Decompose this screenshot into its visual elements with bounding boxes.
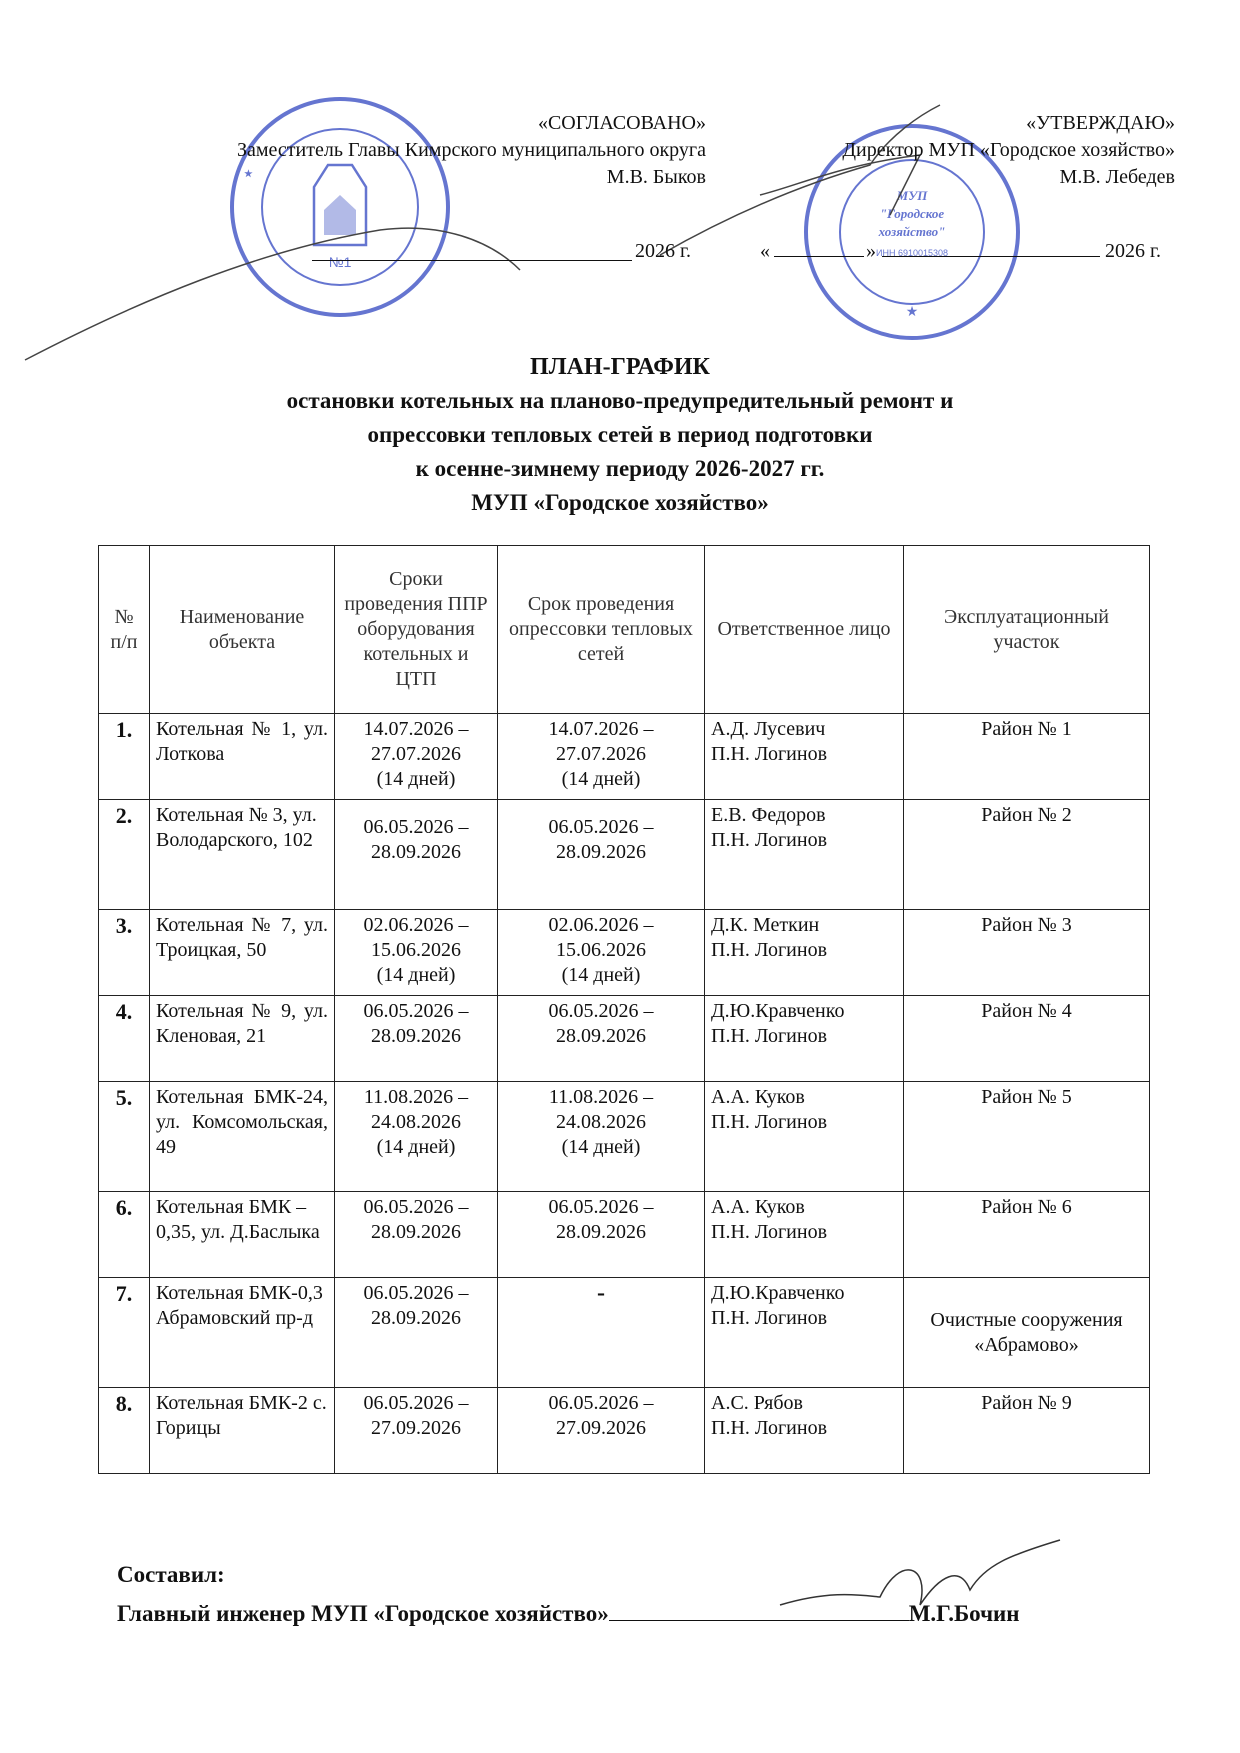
ppr-dates-text: 06.05.2026 – 28.09.2026	[363, 1196, 469, 1243]
ppr-days-text: (14 дней)	[376, 964, 456, 986]
row-num: 4.	[99, 996, 150, 1082]
row-ppr-dates	[335, 1082, 498, 1192]
press-dates-text: 06.05.2026 – 27.09.2026	[548, 1392, 654, 1439]
row-ppr-dates	[335, 800, 498, 910]
header-responsible: Ответственное лицо	[705, 546, 904, 714]
left-approval-name: М.В. Быков	[606, 166, 706, 188]
row-ppr-dates	[335, 714, 498, 800]
row-object: Котельная № 7, ул. Троицкая, 50	[150, 910, 335, 996]
responsible-person-1: Д.К. Меткин	[711, 914, 820, 936]
responsible-person-2: П.Н. Логинов	[711, 1221, 828, 1243]
right-approval-position: Директор МУП «Городское хозяйство»	[842, 139, 1175, 161]
row-responsible	[705, 714, 904, 800]
right-approval-date-year: 2026 г.	[1105, 240, 1161, 262]
title-line-5: МУП «Городское хозяйство»	[471, 490, 769, 515]
row-responsible	[705, 1082, 904, 1192]
responsible-person-2: П.Н. Логинов	[711, 1111, 828, 1133]
header-ppr: Сроки проведения ППР оборудования котельных и ЦТП	[335, 546, 498, 714]
row-area: Район № 6	[904, 1192, 1150, 1278]
left-approval-position: Заместитель Главы Кимрского муниципального округа	[236, 139, 706, 161]
press-days-text: (14 дней)	[561, 1136, 641, 1158]
compiler-name: М.Г.Бочин	[908, 1601, 1020, 1626]
compiler-signature	[770, 1535, 1070, 1635]
title-line-4: к осенне-зимнему периоду 2026-2027 гг.	[415, 456, 825, 481]
row-num: 1.	[99, 714, 150, 800]
title-line-3: опрессовки тепловых сетей в период подготовки	[367, 422, 873, 447]
svg-text:"Городское: "Городское	[879, 206, 945, 221]
press-dates-text: 14.07.2026 – 27.07.2026	[548, 718, 654, 765]
row-num: 7.	[99, 1278, 150, 1388]
right-approval-name: М.В. Лебедев	[1059, 166, 1175, 188]
row-area: Район № 2	[904, 800, 1150, 910]
row-pressure-dates	[498, 714, 705, 800]
row-object: Котельная БМК-0,3 Абрамовский пр-д	[150, 1278, 335, 1388]
press-dates-text: 06.05.2026 – 28.09.2026	[548, 816, 654, 863]
table-row	[99, 910, 1150, 996]
schedule-table	[98, 545, 1150, 1474]
right-approval-quote-close: »	[866, 240, 876, 262]
responsible-person-2: П.Н. Логинов	[711, 1417, 828, 1439]
responsible-person-2: П.Н. Логинов	[711, 829, 828, 851]
row-pressure-dates	[498, 1278, 705, 1388]
row-num: 2.	[99, 800, 150, 910]
row-num: 6.	[99, 1192, 150, 1278]
ppr-dates-text: 06.05.2026 – 28.09.2026	[363, 1282, 469, 1329]
press-dates-text: 06.05.2026 – 28.09.2026	[548, 1000, 654, 1047]
right-approval-day-line	[774, 256, 864, 257]
row-ppr-dates	[335, 1192, 498, 1278]
ppr-dates-text: 06.05.2026 – 28.09.2026	[363, 816, 469, 863]
svg-text:хозяйство": хозяйство"	[878, 224, 946, 239]
ppr-dates-text: 06.05.2026 – 28.09.2026	[363, 1000, 469, 1047]
responsible-person-2: П.Н. Логинов	[711, 1025, 828, 1047]
header-pressure: Срок проведения опрессовки тепловых сетей	[498, 546, 705, 714]
responsible-person-1: А.А. Куков	[711, 1196, 805, 1218]
right-approval-heading: «УТВЕРЖДАЮ»	[1026, 112, 1175, 134]
row-pressure-dates	[498, 800, 705, 910]
table-row	[99, 1388, 1150, 1474]
row-num: 3.	[99, 910, 150, 996]
row-object: Котельная БМК – 0,35, ул. Д.Баслыка	[150, 1192, 335, 1278]
row-pressure-dates	[498, 1192, 705, 1278]
table-row	[99, 1278, 1150, 1388]
row-ppr-dates	[335, 910, 498, 996]
ppr-days-text: (14 дней)	[376, 768, 456, 790]
ppr-dates-text: 06.05.2026 – 27.09.2026	[363, 1392, 469, 1439]
table-row	[99, 996, 1150, 1082]
row-pressure-dates	[498, 996, 705, 1082]
row-object: Котельная БМК-24, ул. Комсомольская, 49	[150, 1082, 335, 1192]
press-dates-text: 11.08.2026 – 24.08.2026	[548, 1086, 654, 1133]
header-object: Наименование объекта	[150, 546, 335, 714]
row-responsible	[705, 996, 904, 1082]
row-responsible	[705, 1278, 904, 1388]
press-dates-text: -	[597, 1280, 605, 1306]
svg-text:★: ★	[241, 167, 257, 181]
press-days-text: (14 дней)	[561, 768, 641, 790]
right-approval-quote-open: «	[760, 240, 770, 262]
row-responsible	[705, 910, 904, 996]
row-pressure-dates	[498, 910, 705, 996]
row-object: Котельная № 9, ул. Кленовая, 21	[150, 996, 335, 1082]
svg-text:ИНН 6910015308: ИНН 6910015308	[875, 248, 949, 258]
press-dates-text: 06.05.2026 – 28.09.2026	[548, 1196, 654, 1243]
press-days-text: (14 дней)	[561, 964, 641, 986]
svg-text:МУП: МУП	[896, 188, 928, 203]
compiler-position: Главный инженер МУП «Городское хозяйство»	[117, 1601, 609, 1626]
table-row	[99, 800, 1150, 910]
row-pressure-dates	[498, 1082, 705, 1192]
responsible-person-1: Д.Ю.Кравченко	[711, 1000, 845, 1022]
svg-text:№1: №1	[328, 254, 352, 270]
responsible-person-1: А.Д. Лусевич	[711, 718, 826, 740]
row-area: Район № 3	[904, 910, 1150, 996]
row-area: Очистные сооружения «Абрамово»	[904, 1278, 1150, 1388]
responsible-person-1: А.С. Рябов	[711, 1392, 803, 1414]
svg-text:★: ★	[905, 303, 919, 319]
title-line-2: остановки котельных на планово-предупредительный ремонт и	[286, 388, 954, 413]
ppr-dates-text: 02.06.2026 – 15.06.2026	[363, 914, 469, 961]
header-area: Эксплуатационный участок	[904, 546, 1150, 714]
responsible-person-1: Д.Ю.Кравченко	[711, 1282, 845, 1304]
row-object: Котельная БМК-2 с. Горицы	[150, 1388, 335, 1474]
row-ppr-dates	[335, 996, 498, 1082]
row-pressure-dates	[498, 1388, 705, 1474]
row-ppr-dates	[335, 1278, 498, 1388]
row-responsible	[705, 800, 904, 910]
responsible-person-2: П.Н. Логинов	[711, 743, 828, 765]
table-row	[99, 714, 1150, 800]
row-area: Район № 4	[904, 996, 1150, 1082]
row-responsible	[705, 1388, 904, 1474]
document-title	[0, 350, 1240, 520]
ppr-dates-text: 14.07.2026 – 27.07.2026	[363, 718, 469, 765]
ppr-days-text: (14 дней)	[376, 1136, 456, 1158]
title-line-1: ПЛАН-ГРАФИК	[530, 354, 710, 380]
approval-signature-left	[20, 210, 540, 370]
row-responsible	[705, 1192, 904, 1278]
row-object: Котельная № 3, ул. Володарского, 102	[150, 800, 335, 910]
ppr-dates-text: 11.08.2026 – 24.08.2026	[363, 1086, 469, 1133]
responsible-person-2: П.Н. Логинов	[711, 939, 828, 961]
row-num: 8.	[99, 1388, 150, 1474]
left-approval-heading: «СОГЛАСОВАНО»	[537, 112, 706, 134]
left-approval-date-year: 2026 г.	[635, 240, 691, 262]
right-approval-month-line	[882, 256, 1100, 257]
responsible-person-1: А.А. Куков	[711, 1086, 805, 1108]
row-area: Район № 1	[904, 714, 1150, 800]
row-num: 5.	[99, 1082, 150, 1192]
table-row	[99, 1192, 1150, 1278]
header-num: № п/п	[99, 546, 150, 714]
responsible-person-1: Е.В. Федоров	[711, 804, 826, 826]
row-ppr-dates	[335, 1388, 498, 1474]
row-area: Район № 5	[904, 1082, 1150, 1192]
press-dates-text: 02.06.2026 – 15.06.2026	[548, 914, 654, 961]
left-approval-date-line	[312, 236, 632, 261]
row-object: Котельная № 1, ул. Лоткова	[150, 714, 335, 800]
table-header-row	[99, 546, 1150, 714]
table-row	[99, 1082, 1150, 1192]
row-area: Район № 9	[904, 1388, 1150, 1474]
responsible-person-2: П.Н. Логинов	[711, 1307, 828, 1329]
compiled-by-label: Составил:	[117, 1562, 225, 1587]
